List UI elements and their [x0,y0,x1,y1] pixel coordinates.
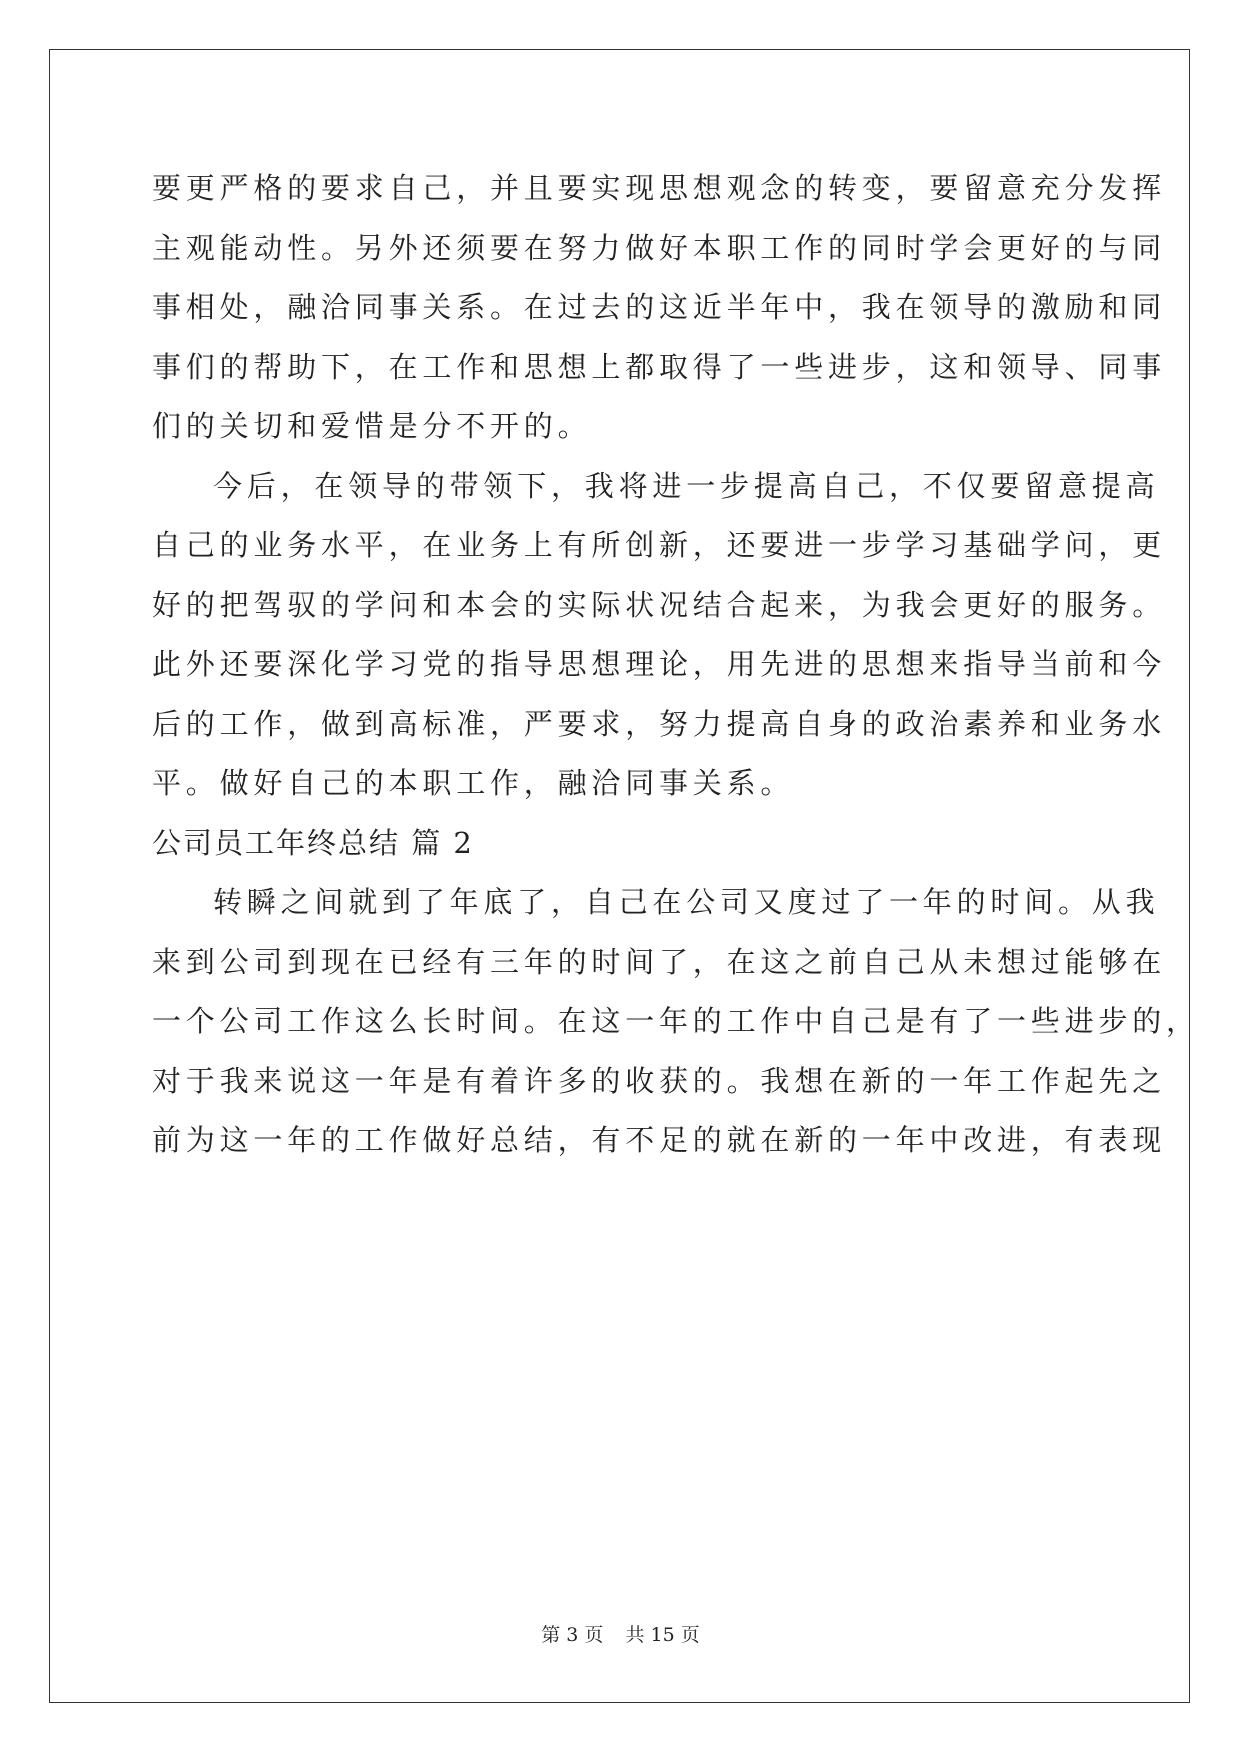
page-total: 共 15 页 [625,1624,700,1646]
section-heading: 公司员工年终总结 篇 2 [152,826,474,860]
body-line: 此外还要深化学习党的指导思想理论，用先进的思想来指导当前和今 [152,647,1167,681]
body-line: 后的工作，做到高标准，严要求，努力提高自身的政治素养和业务水 [152,707,1167,741]
paragraph-first-line: 转瞬之间就到了年底了，自己在公司又度过了一年的时间。从我 [213,885,1160,919]
body-line: 对于我来说这一年是有着许多的收获的。我想在新的一年工作起先之 [152,1064,1167,1098]
body-line: 事们的帮助下，在工作和思想上都取得了一些进步，这和领导、同事 [152,350,1167,384]
body-line: 一个公司工作这么长时间。在这一年的工作中自己是有了一些进步的， [152,1004,1200,1038]
body-line: 前为这一年的工作做好总结，有不足的就在新的一年中改进，有表现 [152,1123,1167,1157]
body-line: 主观能动性。另外还须要在努力做好本职工作的同时学会更好的与同 [152,231,1167,265]
body-line: 好的把驾驭的学问和本会的实际状况结合起来，为我会更好的服务。 [152,588,1167,622]
body-line: 平。做好自己的本职工作，融洽同事关系。 [152,766,795,800]
body-line: 要更严格的要求自己，并且要实现思想观念的转变，要留意充分发挥 [152,171,1167,205]
body-line: 来到公司到现在已经有三年的时间了，在这之前自己从未想过能够在 [152,945,1167,979]
body-line: 事相处，融洽同事关系。在过去的这近半年中，我在领导的激励和同 [152,290,1167,324]
page-footer [0,1623,1241,1647]
body-line: 自己的业务水平，在业务上有所创新，还要进一步学习基础学问，更 [152,528,1167,562]
paragraph-first-line: 今后，在领导的带领下，我将进一步提高自己，不仅要留意提高 [213,469,1160,503]
page-number: 第 3 页 [541,1624,604,1646]
body-line: 们的关切和爱惜是分不开的。 [152,409,592,443]
